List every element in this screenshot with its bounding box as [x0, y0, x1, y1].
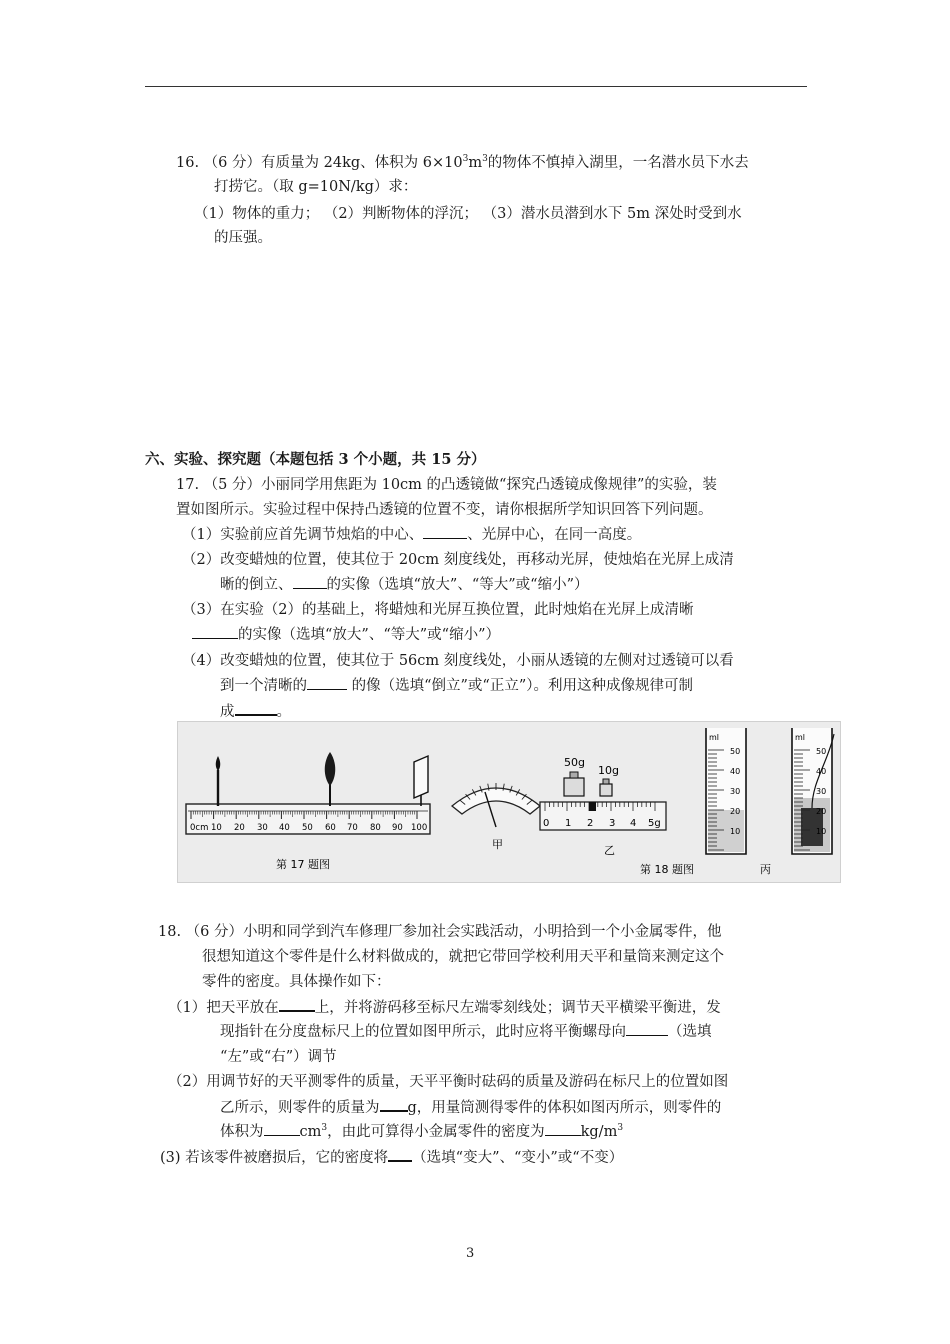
- q18-line-8: 乙所示，则零件的质量为 g，用量筒测得零件的体积如图丙所示，则零件的: [220, 1096, 721, 1119]
- rider-label: 3: [609, 818, 616, 829]
- q18-line-1: 18. （6 分）小明和同学到汽车修理厂参加社会实践活动，小明拾到一个小金属零件，他: [158, 924, 722, 940]
- rider: [589, 802, 596, 811]
- q17-line-4: （2）改变蜡烛的位置，使其位于 20cm 刻度线处，再移动光屏，使烛焰在光屏上成清: [182, 552, 734, 568]
- q18-line-10: (3) 若该零件被磨损后，它的密度将 （选填“变大”、“变小”或“不变）: [160, 1146, 623, 1169]
- q16-line-1: 16. （6 分）有质量为 24kg、体积为 $6\times 10^3m^3$的物体不慎掉入湖里，一名潜水员下水去: [176, 154, 749, 171]
- q17-line-3: （1）实验前应首先调节烛焰的中心、 、光屏中心，在同一高度。: [182, 524, 641, 546]
- answer-blank[interactable]: [423, 524, 467, 539]
- q17-line-7: 的实像（选填“放大”、“等大”或“缩小”）: [192, 624, 500, 646]
- q18-line-3: 零件的密度。具体操作如下：: [202, 974, 391, 990]
- answer-blank[interactable]: [264, 1121, 300, 1136]
- cylinder-mark: 40: [816, 767, 827, 776]
- cylinder-right: [760, 728, 834, 876]
- cylinder-mark: 20: [730, 807, 741, 816]
- experiment-figure: [177, 721, 841, 883]
- q17-line-5: 晰的倒立、 的实像（选填“放大”、“等大”或“缩小”）: [220, 574, 588, 596]
- cylinder-mark: 20: [816, 807, 827, 816]
- convex-lens: [325, 752, 336, 806]
- weight-50g-label: 50g: [564, 756, 585, 769]
- answer-blank[interactable]: [235, 700, 277, 716]
- ruler-label: 100: [411, 823, 428, 833]
- ruler-label: 50: [302, 823, 313, 833]
- q17-line-8: （4）改变蜡烛的位置，使其位于 56cm 刻度线处，小丽从透镜的左侧对过透镜可以看: [182, 653, 734, 669]
- header-rule: [145, 86, 807, 87]
- label-bing: 丙: [760, 863, 771, 876]
- q18-line-6: “左”或“右”）调节: [220, 1049, 337, 1065]
- caption-17: 第 17 题图: [276, 858, 330, 871]
- answer-blank[interactable]: [307, 675, 347, 690]
- q16-line-4: 的压强。: [214, 230, 272, 246]
- rider-label: 0: [543, 818, 550, 829]
- pointer-dial: [452, 783, 540, 851]
- cylinder-mark: 30: [816, 787, 827, 796]
- label-jia: 甲: [492, 838, 503, 851]
- q17-line-10: 成 。: [220, 700, 291, 723]
- rider-label: 1: [565, 818, 572, 829]
- answer-blank[interactable]: [380, 1096, 408, 1112]
- q18-line-5: 现指针在分度盘标尺上的位置如图甲所示，此时应将平衡螺母向 （选填: [220, 1021, 712, 1043]
- q17-line-2: 置如图所示。实验过程中保持凸透镜的位置不变，请你根据所学知识回答下列问题。: [176, 502, 713, 518]
- weight-10g-label: 10g: [598, 764, 619, 777]
- answer-blank[interactable]: [279, 996, 315, 1012]
- cylinder-mark: 30: [730, 787, 741, 796]
- optical-bench: [186, 752, 430, 871]
- ruler-label: 90: [392, 823, 403, 833]
- cylinder-mark: 50: [816, 747, 827, 756]
- light-screen: [414, 756, 428, 806]
- cylinder-left: [706, 728, 746, 854]
- ruler-label: 10: [211, 823, 222, 833]
- cylinder-unit: ml: [795, 733, 806, 742]
- weight-10g: [600, 784, 612, 796]
- ruler-label: 60: [325, 823, 336, 833]
- weights-and-scale: [540, 756, 694, 876]
- q18-line-7: （2）用调节好的天平测零件的质量，天平平衡时砝码的质量及游码在标尺上的位置如图: [168, 1074, 729, 1090]
- rider-label: 5g: [648, 818, 661, 829]
- q17-line-1: 17. （5 分）小丽同学用焦距为 10cm 的凸透镜做“探究凸透镜成像规律”的实验，装: [176, 477, 717, 493]
- answer-blank[interactable]: [192, 624, 238, 639]
- rider-label: 4: [630, 818, 637, 829]
- rider-label: 2: [587, 818, 594, 829]
- q18-line-4: （1）把天平放在 上，并将游码移至标尺左端零刻线处；调节天平横梁平衡进，发: [168, 996, 721, 1019]
- cylinder-mark: 40: [730, 767, 741, 776]
- ruler-label: 70: [347, 823, 358, 833]
- candle: [216, 756, 221, 806]
- ruler-label: 0cm: [190, 823, 209, 833]
- ruler-label: 30: [257, 823, 268, 833]
- cylinder-mark: 50: [730, 747, 741, 756]
- section-heading: 六、实验、探究题（本题包括 3 个小题，共 15 分）: [145, 451, 486, 468]
- q17-line-9: 到一个清晰的 的像（选填“倒立”或“正立”）。利用这种成像规律可制: [220, 675, 693, 697]
- q17-line-6: （3）在实验（2）的基础上，将蜡烛和光屏互换位置，此时烛焰在光屏上成清晰: [182, 602, 694, 618]
- answer-blank[interactable]: [293, 574, 327, 589]
- label-yi: 乙: [604, 844, 615, 857]
- q16-line-3: （1）物体的重力； （2）判断物体的浮沉； （3）潜水员潜到水下 5m 深处时受到水: [194, 206, 742, 222]
- q18-line-2: 很想知道这个零件是什么材料做成的，就把它带回学校利用天平和量筒来测定这个: [202, 949, 724, 965]
- q16-line-2: 打捞它。（取 g=10N/kg）求：: [214, 179, 418, 195]
- ruler-label: 20: [234, 823, 245, 833]
- ruler-label: 80: [370, 823, 381, 833]
- answer-blank[interactable]: [545, 1121, 581, 1136]
- cylinder-mark: 10: [730, 827, 741, 836]
- ruler-label: 40: [279, 823, 290, 833]
- page-number: 3: [466, 1246, 475, 1261]
- cylinder-mark: 10: [816, 827, 827, 836]
- weight-50g: [564, 778, 584, 796]
- answer-blank[interactable]: [388, 1146, 412, 1162]
- cylinder-unit: ml: [709, 733, 720, 742]
- caption-18: 第 18 题图: [640, 863, 694, 876]
- figure-drawing: [178, 722, 840, 882]
- q18-line-9: 体积为 $cm^3$，由此可算得小金属零件的密度为 $kg/m^3$: [220, 1121, 623, 1143]
- answer-blank[interactable]: [626, 1021, 668, 1036]
